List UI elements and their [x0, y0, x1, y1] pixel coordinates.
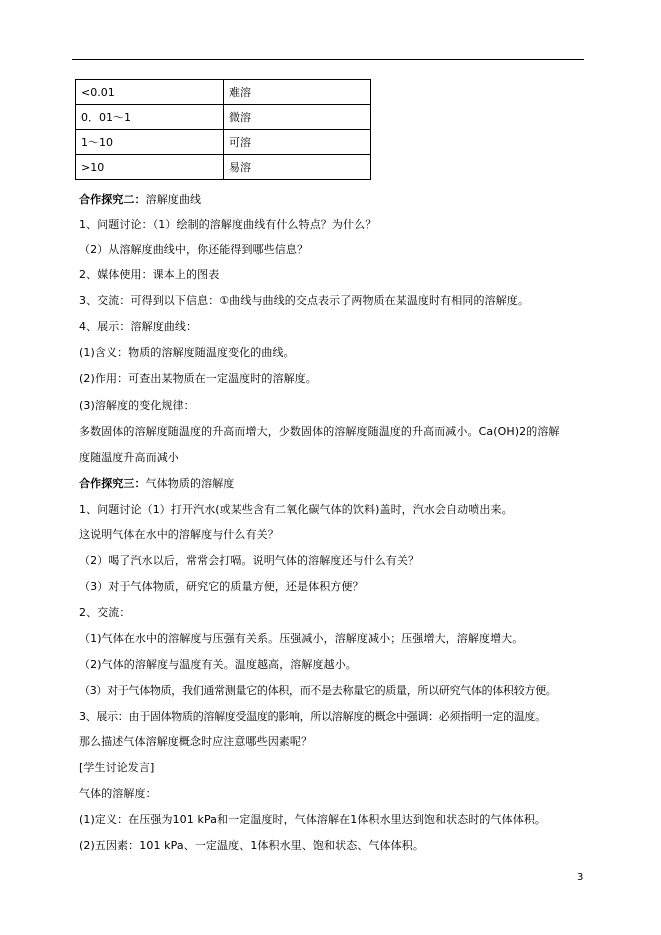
- heading-bold: 合作探究二：: [79, 193, 146, 206]
- paragraph-line: 1、问题讨论（1）打开汽水(或某些含有二氧化碳气体的饮料)盖时，汽水会自动喷出来。: [79, 503, 513, 516]
- table-cell-range: >10: [76, 155, 224, 180]
- table-cell-range: <0.01: [76, 80, 224, 105]
- paragraph-line: （1)气体在水中的溶解度与压强有关系。压强减小，溶解度减小；压强增大，溶解度增大。: [79, 632, 524, 645]
- table-cell-range: 1～10: [76, 130, 224, 155]
- paragraph-line: 4、展示：溶解度曲线：: [79, 320, 198, 333]
- paragraph-line: (1)定义：在压强为101 kPa和一定温度时，气体溶解在1体积水里达到饱和状态时的气体体积。: [79, 813, 547, 826]
- paragraph-line: [学生讨论发言]: [79, 761, 155, 774]
- table-row: [76, 105, 371, 130]
- paragraph-line: 3、交流：可得到以下信息：①曲线与曲线的交点表示了两物质在某温度时有相同的溶解度。: [79, 294, 529, 307]
- table-row: [76, 80, 371, 105]
- table-cell-range: 0．01～1: [76, 105, 224, 130]
- solubility-table: [75, 79, 371, 180]
- paragraph-line: 多数固体的溶解度随温度的升高而增大，少数固体的溶解度随温度的升高而减小。Ca(OH)2的溶解: [79, 425, 560, 438]
- section-heading-2: [79, 193, 201, 206]
- page-number: 3: [577, 872, 584, 883]
- paragraph-line: (2)五因素：101 kPa、一定温度、1体积水里、饱和状态、气体体积。: [79, 839, 424, 852]
- table-cell-category: 可溶: [224, 130, 371, 155]
- paragraph-line: (2)作用：可查出某物质在一定温度时的溶解度。: [79, 372, 317, 385]
- heading-bold: 合作探究三：: [79, 477, 146, 490]
- table-cell-category: 难溶: [224, 80, 371, 105]
- table-row: [76, 130, 371, 155]
- paragraph-line: 1、问题讨论：（1）绘制的溶解度曲线有什么特点？为什么？: [79, 218, 377, 231]
- heading-text: 溶解度曲线: [145, 193, 202, 206]
- paragraph-line: 3、展示：由于固体物质的溶解度受温度的影响，所以溶解度的概念中强调：必须指明一定的温度。: [79, 710, 546, 723]
- paragraph-line: （2）从溶解度曲线中，你还能得到哪些信息？: [79, 243, 309, 256]
- header-rule: [72, 59, 584, 60]
- section-heading-3: [79, 477, 234, 490]
- paragraph-line: 2、媒体使用：课本上的图表: [79, 268, 220, 281]
- paragraph-line: 2、交流：: [79, 606, 131, 619]
- table-row: [76, 155, 371, 180]
- paragraph-line: 这说明气体在水中的溶解度与什么有关？: [79, 528, 279, 541]
- paragraph-line: 那么描述气体溶解度概念时应注意哪些因素呢？: [79, 735, 313, 748]
- table-cell-category: 易溶: [224, 155, 371, 180]
- table-cell-category: 微溶: [224, 105, 371, 130]
- paragraph-line: 气体的溶解度：: [79, 787, 157, 800]
- paragraph-line: （2）喝了汽水以后，常常会打嗝。说明气体的溶解度还与什么有关？: [79, 554, 420, 567]
- paragraph-line: （2)气体的溶解度与温度有关。温度越高，溶解度越小。: [79, 658, 357, 671]
- paragraph-line: 度随温度升高而减小: [79, 451, 179, 464]
- paragraph-line: (1)含义：物质的溶解度随温度变化的曲线。: [79, 346, 295, 359]
- paragraph-line: （3）对于气体物质，我们通常测量它的体积，而不是去称量它的质量，所以研究气体的体积较方便。: [79, 684, 557, 697]
- paragraph-line: （3）对于气体物质，研究它的质量方便，还是体积方便？: [79, 580, 364, 593]
- heading-text: 气体物质的溶解度: [145, 477, 235, 490]
- paragraph-line: (3)溶解度的变化规律：: [79, 399, 195, 412]
